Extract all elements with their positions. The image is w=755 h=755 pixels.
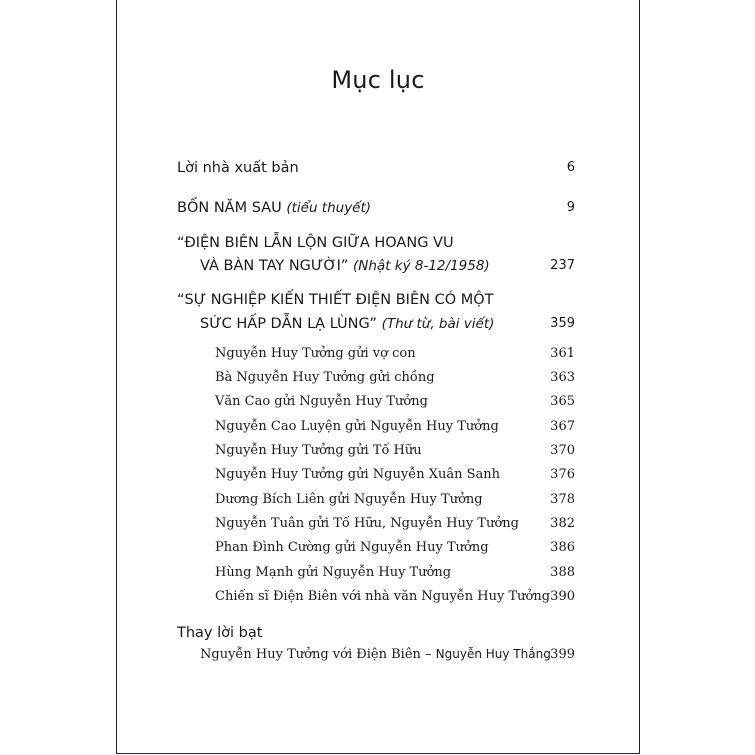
toc-entry-page: 359 (550, 316, 575, 331)
toc-subentry-page: 361 (550, 346, 575, 361)
toc-entry-publisher-note (177, 160, 575, 176)
toc-subentry (215, 419, 575, 434)
toc-entry-title-line2: VÀ BÀN TAY NGƯỜI” (200, 258, 349, 274)
toc-subentry-title: Nguyễn Huy Tưởng gửi vợ con (215, 346, 416, 361)
toc-subentry-title: Nguyễn Tuân gửi Tố Hữu, Nguyễn Huy Tưởng (215, 516, 519, 531)
toc-subentry-page: 388 (550, 565, 575, 580)
afterword-author: Nguyễn Huy Thắng (435, 647, 551, 661)
toc-subentry-title: Hùng Mạnh gửi Nguyễn Huy Tưởng (215, 565, 452, 580)
toc-entry-note: (Nhật ký 8-12/1958) (353, 258, 490, 274)
toc-subentry-title: Nguyễn Cao Luyện gửi Nguyễn Huy Tưởng (215, 419, 499, 434)
toc-entry-su-nghiep-line1 (177, 292, 575, 308)
toc-entry-dien-bien-line1 (177, 235, 575, 251)
afterword-dash: – (420, 647, 436, 662)
toc-subentry (215, 370, 575, 385)
toc-subentry-page: 378 (550, 492, 575, 507)
toc-subentry-title: Chiến sĩ Điện Biên với nhà văn Nguyễn Huy Tưởng (215, 589, 551, 604)
toc-entry-bon-nam-sau (177, 200, 575, 216)
afterword-heading: Thay lời bạt (177, 625, 263, 641)
afterword-page: 399 (550, 647, 575, 662)
toc-subentry-title: Nguyễn Huy Tưởng gửi Tố Hữu (215, 443, 422, 458)
toc-subentry-page: 376 (550, 467, 575, 482)
toc-subentry (215, 540, 575, 555)
toc-afterword-entry (200, 647, 575, 662)
toc-subentry (215, 565, 575, 580)
toc-subentry-page: 363 (550, 370, 575, 385)
page-title: Mục lục (331, 66, 425, 94)
toc-subentry-page: 386 (550, 540, 575, 555)
toc-subentry-page: 390 (550, 589, 575, 604)
toc-entry-title-line2: SỨC HẤP DẪN LẠ LÙNG” (200, 316, 377, 332)
toc-entry-title: Lời nhà xuất bản (177, 160, 299, 176)
toc-subentry (215, 467, 575, 482)
toc-subentry-page: 365 (550, 394, 575, 409)
toc-entry-dien-bien-line2 (177, 258, 575, 274)
toc-entry-title-line1: “ĐIỆN BIÊN LẪN LỘN GIỮA HOANG VU (177, 235, 454, 251)
toc-entry-title: BỐN NĂM SAU (177, 200, 282, 216)
toc-subentry (215, 394, 575, 409)
toc-subentry-page: 367 (550, 419, 575, 434)
toc-subentry-title: Phan Đình Cường gửi Nguyễn Huy Tưởng (215, 540, 489, 555)
toc-subentry-title: Dương Bích Liên gửi Nguyễn Huy Tưởng (215, 492, 483, 507)
toc-subentry (215, 443, 575, 458)
toc-page (116, 0, 640, 754)
toc-afterword-heading (177, 625, 575, 641)
toc-entry-page: 6 (566, 160, 575, 175)
toc-subentry (215, 346, 575, 361)
toc-subentry (215, 516, 575, 531)
toc-subentry-page: 370 (550, 443, 575, 458)
toc-entry-title-line1: “SỰ NGHIỆP KIẾN THIẾT ĐIỆN BIÊN CÓ MỘT (177, 292, 494, 308)
toc-subentry (215, 492, 575, 507)
toc-subentry-title: Văn Cao gửi Nguyễn Huy Tưởng (215, 394, 428, 409)
toc-entry-note: (Thư từ, bài viết) (381, 316, 495, 332)
toc-subentry-title: Bà Nguyễn Huy Tưởng gửi chồng (215, 370, 435, 385)
toc-subentry-page: 382 (550, 516, 575, 531)
toc-entry-page: 9 (566, 200, 575, 215)
toc-entry-note: (tiểu thuyết) (286, 200, 372, 216)
afterword-title: Nguyễn Huy Tưởng với Điện Biên (200, 647, 421, 662)
toc-entry-page: 237 (550, 258, 575, 273)
toc-subentry (215, 589, 575, 604)
toc-subentry-title: Nguyễn Huy Tưởng gửi Nguyễn Xuân Sanh (215, 467, 500, 482)
toc-entry-su-nghiep-line2 (177, 316, 575, 332)
